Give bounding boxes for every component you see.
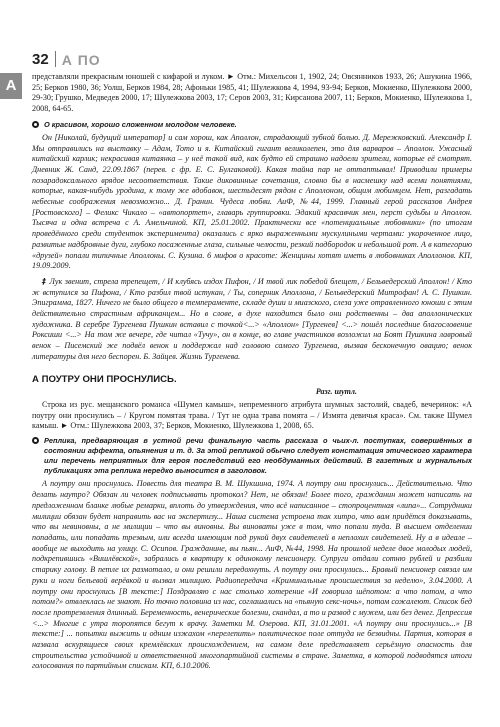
literary-citation-text: Лук звенит, стрела трепещет, / И клубясь издох Пифон, / И твой лик победой блещет, / Бельведерский Аполлон! / Кто ж вступился за Пифона, / Кто разбил твой истукан, / Ты, соперник Аполлона, / Бельведерский Митрофан! А. С. Пушкин. Эпиграмма, 1827. Ничего не было общего в темпераменте, складе души и миазского, слеза уже отравленного юноши с этим действительно страстным африканцем... Но в слове, в духе находится было они родственны – два аполлоническиx художника. В серебре Тургенева Пушкин вставил с точкой<...> «Аполлон» [Тургенев] <...> пошёл последние благословение Роксиши <...> На том же вечере, где читал «Тучу», он в конце, во главе участников возложил на Боят Пушкина лавровый венок – Писемский же подвёл венок и поддержал над головою самого Тургенева, вызвав бесконечную овацию; венок литературы для него беспорен. Б. Зайцев. Жизнь Тургенева.	[32, 276, 473, 361]
header-divider	[55, 51, 56, 67]
page-header	[32, 46, 101, 68]
letter-tab: А	[0, 73, 22, 99]
running-head: А ПО	[61, 52, 101, 68]
entry-definition: Строка из рус. мещанского романса «Шумел камыш», непременного атрибута шумных застолий, свадеб, вечеринок: «А поутру они проснулись – / Кругом помятая трава. / Тут не одна трава помята – / Измята девичья краса». См. также Шумел камыш. ► Отм.: Шулежкова 2003, 37; Берков, Мокиенко, Шулежкова 1, 2008, 65.	[32, 399, 472, 431]
usage-label: Разг. шутл.	[315, 387, 357, 397]
usage-citations: А поутру они проснулись. Повесть для театра В. М. Шукшина, 1974. А поутру они проснулись... Действительно. Что делать наутро? Обязан ли человек подписывать протокол? Нет, не обязан! Более того, гражданин может написать на предложенном бланке любые ремарки, вплоть до утверждения, что всё написанное – стопроцентная «липа»... Сотрудники милиции обязан будет направить вас на экспертизу... Наша система устроена так хитро, что вам придётся доказывать, что вы невиновны, а не милиции – что вы виновны. Вы виноваты уже в том, что попали туда. В высшем отделении попадать, или попадать трезвым, или всегда имеющим под рукой двух свидетелей в неплохих свидетелей. Ну а в идеале – вообще не выходить на улицу. С. Осипов. Гражданине, вы пьян... АиФ, №44, 1998. На прошлой неделе двое молодых людей, подкрепившись «Вишлёвской», забрались в квартиру к одинокому пенсионеру. Супруги отдали сотню рублей и разбили старику голову. В петле их размотало, и они решили передохнуть. А поутру они проснулись... Бравый пенсионер связал им руки и ноги бельевой верёвкой и вызвал милицию. Радиопередача «Криминальные происшествия за неделю», 3.04.2000. А поутру они проснулись [В тексте:] Поздравляю с нас столько хотерение «И говорила шёпотом: а что потом, а что потом?» отвлеклась не знают. Но точно половина из нас, соглашались на «пьяную секс-ночь», потом сожалеют. Список бед после протрезвления длинный. Беременность, венерические болезни, скандал, а то и развод с мужем, или без денег. Депрессия <...> Многие с утра торопятся бегут к врачу. Заметки М. Озерова. КП, 31.01.2001. «А поутру они проснулись...» [В тексте:] ... попытки выжить и одним изжахом «перелепить» политическое поле оттуда не безвидны. Партия, которая в назвала вскурящиеся своих кремлёвских происхождением, на самом деле представляет серьёзную опасность для строительства устойчивой и ответственной многопартийной системы в стране. Заметка, в которой подводятся итоги голосования по партийным спискам. КП, 6.10.2006.	[32, 479, 472, 671]
usage-heading	[32, 436, 472, 476]
literary-citation	[32, 277, 472, 363]
page-number: 32	[32, 51, 49, 68]
sense-heading	[32, 120, 472, 130]
dagger-icon: ‡	[42, 276, 47, 286]
bullet-icon	[32, 437, 39, 444]
citation-paragraph: Он [Николай, будущий император] и сам хорош, как Аполлон, страдающий зубной болью. Д. Мережковский. Александр I. Мы отправились на выставку – Адам, Тото и я. Китайский гигант великолепен, это для варваров – Аполлон. Ужасный китайский карлик; некрасивая китаянка – у неё такой вид, как будто ей страшно надоели зрители, которые её смотрят. Дневник Ж. Санд, 22.09.1867 (перев. с фр. Е. С. Булгаковой). Какая тайна пар не оттаптывал! Приводили примеры позарадоксального врядое несоответствия. Такие диковинные сочетания, словно бы в насмешку над всеми понятиями, которые, какая-нибудь уродина, к тому же вдобавок, шестьдесят рядом с Аполлоном, общим любимцем. Нет, разгадать небесные соображения невозможно... Д. Гранин. Чудеса любви. АиФ, №44, 1999. Главный герой рассказов Андрея [Ростовского] – Феликс Чикало – «автопортет», главарь группировки. Эдакий красавчик мен, перст судьбы и Аполлон. Тысяча и одна встреча с А. Амельчиной. КП, 25.01.2002. Практически все «потенциальные любовники» (по итогам проведённого среди студенток эксперимента) оказались с ярко выраженными мускулиными чертами: укороченное лицо, развитые надбровные дуги, глубоко посаженные глаза, сильные челюсти, резкий подбородок и небольшой рот. А в категорию «друзей» попали типичные Аполлоны. С. Кузина. 6 мифов о красоте: Женщины хотят иметь в любовниках Аполлонов. КП, 19.09.2009.	[32, 132, 472, 271]
usage-heading-text: Реплика, предваряющая в устной речи финальную часть рассказа о чьих-л. поступках, совершённых в состоянии аффекта, опьянения и т. д. За этой репликой обычно следует констатация этического характера или перечень неприятных для героя последствий его необдуманных действий. В газетных и журнальных публикациях эта реплика нередко выносится в заголовок.	[44, 436, 472, 476]
bullet-icon	[32, 121, 39, 128]
entry-title: А ПОУТРУ ОНИ ПРОСНУЛИСЬ.	[32, 373, 177, 385]
entry-continuation: представляли прекрасным юношей с кифарой и луком. ► Отм.: Михельсон 1, 1902, 24; Овсянников 1933, 26; Ашукина 1966, 25; Берков 1980, 36; Уолш, Берков 1984, 28; Афоньки 1985, 41; Шулежкова 4, 1994, 93-94; Берков, Мокиенко, Шулежкова 2000, 29-30; Грушко, Медведев 2000, 17; Шулежкова 2003, 17; Серов 2003, 31; Кирсанова 2007, 11; Берков, Мокиенко, Шулежкова 1, 2008, 64-65.	[32, 72, 472, 114]
sense-heading-text: О красивом, хорошо сложенном молодом человеке.	[44, 119, 237, 129]
page-content	[32, 72, 472, 672]
